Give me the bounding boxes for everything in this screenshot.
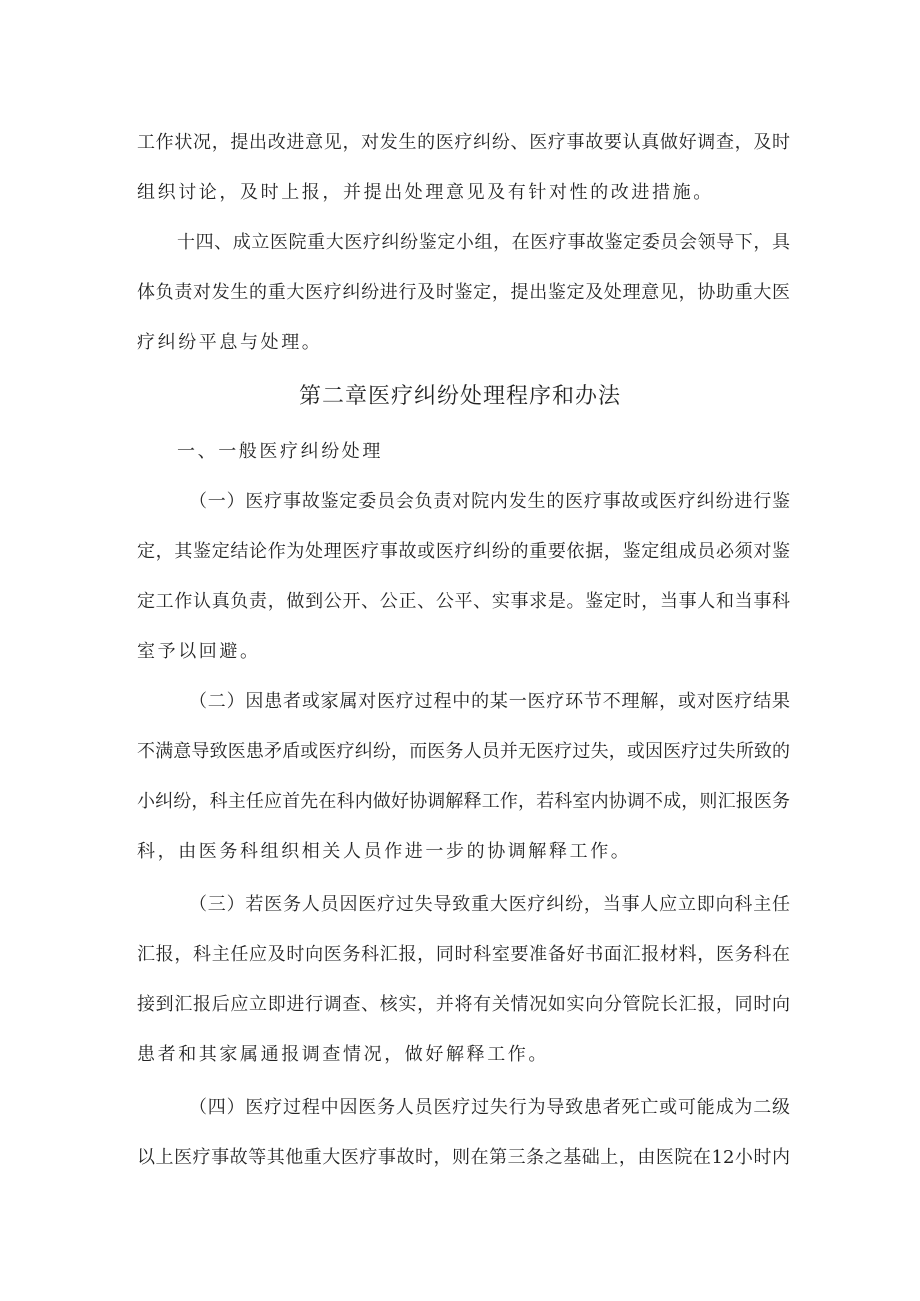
body-text-line: 接到汇报后应立即进行调查、核实，并将有关情况如实向分管院长汇报，同时向	[137, 994, 790, 1015]
body-text-line: 汇报，科主任应及时向医务科汇报，同时科室要准备好书面汇报材料，医务科在	[137, 944, 790, 965]
body-text-line: （一）医疗事故鉴定委员会负责对院内发生的医疗事故或医疗纠纷进行鉴	[189, 491, 790, 512]
body-text-line: 工作状况，提出改进意见，对发生的医疗纠纷、医疗事故要认真做好调查，及时	[137, 132, 790, 153]
body-text-line: 十四、成立医院重大医疗纠纷鉴定小组，在医疗事故鉴定委员会领导下，具	[177, 232, 790, 253]
body-text-line: 组织讨论，及时上报，并提出处理意见及有针对性的改进措施。	[137, 182, 714, 203]
section-heading: 一、一般医疗纠纷处理	[177, 441, 383, 462]
body-text-line: 定，其鉴定结论作为处理医疗事故或医疗纠纷的重要依据，鉴定组成员必须对鉴	[137, 541, 790, 562]
body-text-line: （四）医疗过程中因医务人员医疗过失行为导致患者死亡或可能成为二级	[189, 1097, 790, 1118]
body-text-line: 患者和其家属通报调查情况，做好解释工作。	[137, 1044, 549, 1065]
body-text-line: （三）若医务人员因医疗过失导致重大医疗纠纷，当事人应立即向科主任	[189, 894, 790, 915]
body-text-line: （二）因患者或家属对医疗过程中的某一医疗环节不理解，或对医疗结果	[189, 691, 790, 712]
body-text-line: 不满意导致医患矛盾或医疗纠纷，而医务人员并无医疗过失，或因医疗过失所致的	[137, 741, 790, 762]
body-text-line: 定工作认真负责，做到公开、公正、公平、实事求是。鉴定时，当事人和当事科	[137, 591, 790, 612]
body-text-line: 体负责对发生的重大医疗纠纷进行及时鉴定，提出鉴定及处理意见，协助重大医	[137, 282, 790, 303]
body-text-line: 室予以回避。	[137, 641, 261, 662]
body-text-line: 科，由医务科组织相关人员作进一步的协调解释工作。	[137, 841, 632, 862]
body-text-line: 小纠纷，科主任应首先在科内做好协调解释工作，若科室内协调不成，则汇报医务	[137, 791, 790, 812]
body-text-line: 疗纠纷平息与处理。	[137, 332, 323, 353]
body-text-line: 以上医疗事故等其他重大医疗事故时，则在第三条之基础上，由医院在12小时内	[137, 1147, 790, 1168]
chapter-heading: 第二章医疗纠纷处理程序和办法	[298, 384, 621, 409]
